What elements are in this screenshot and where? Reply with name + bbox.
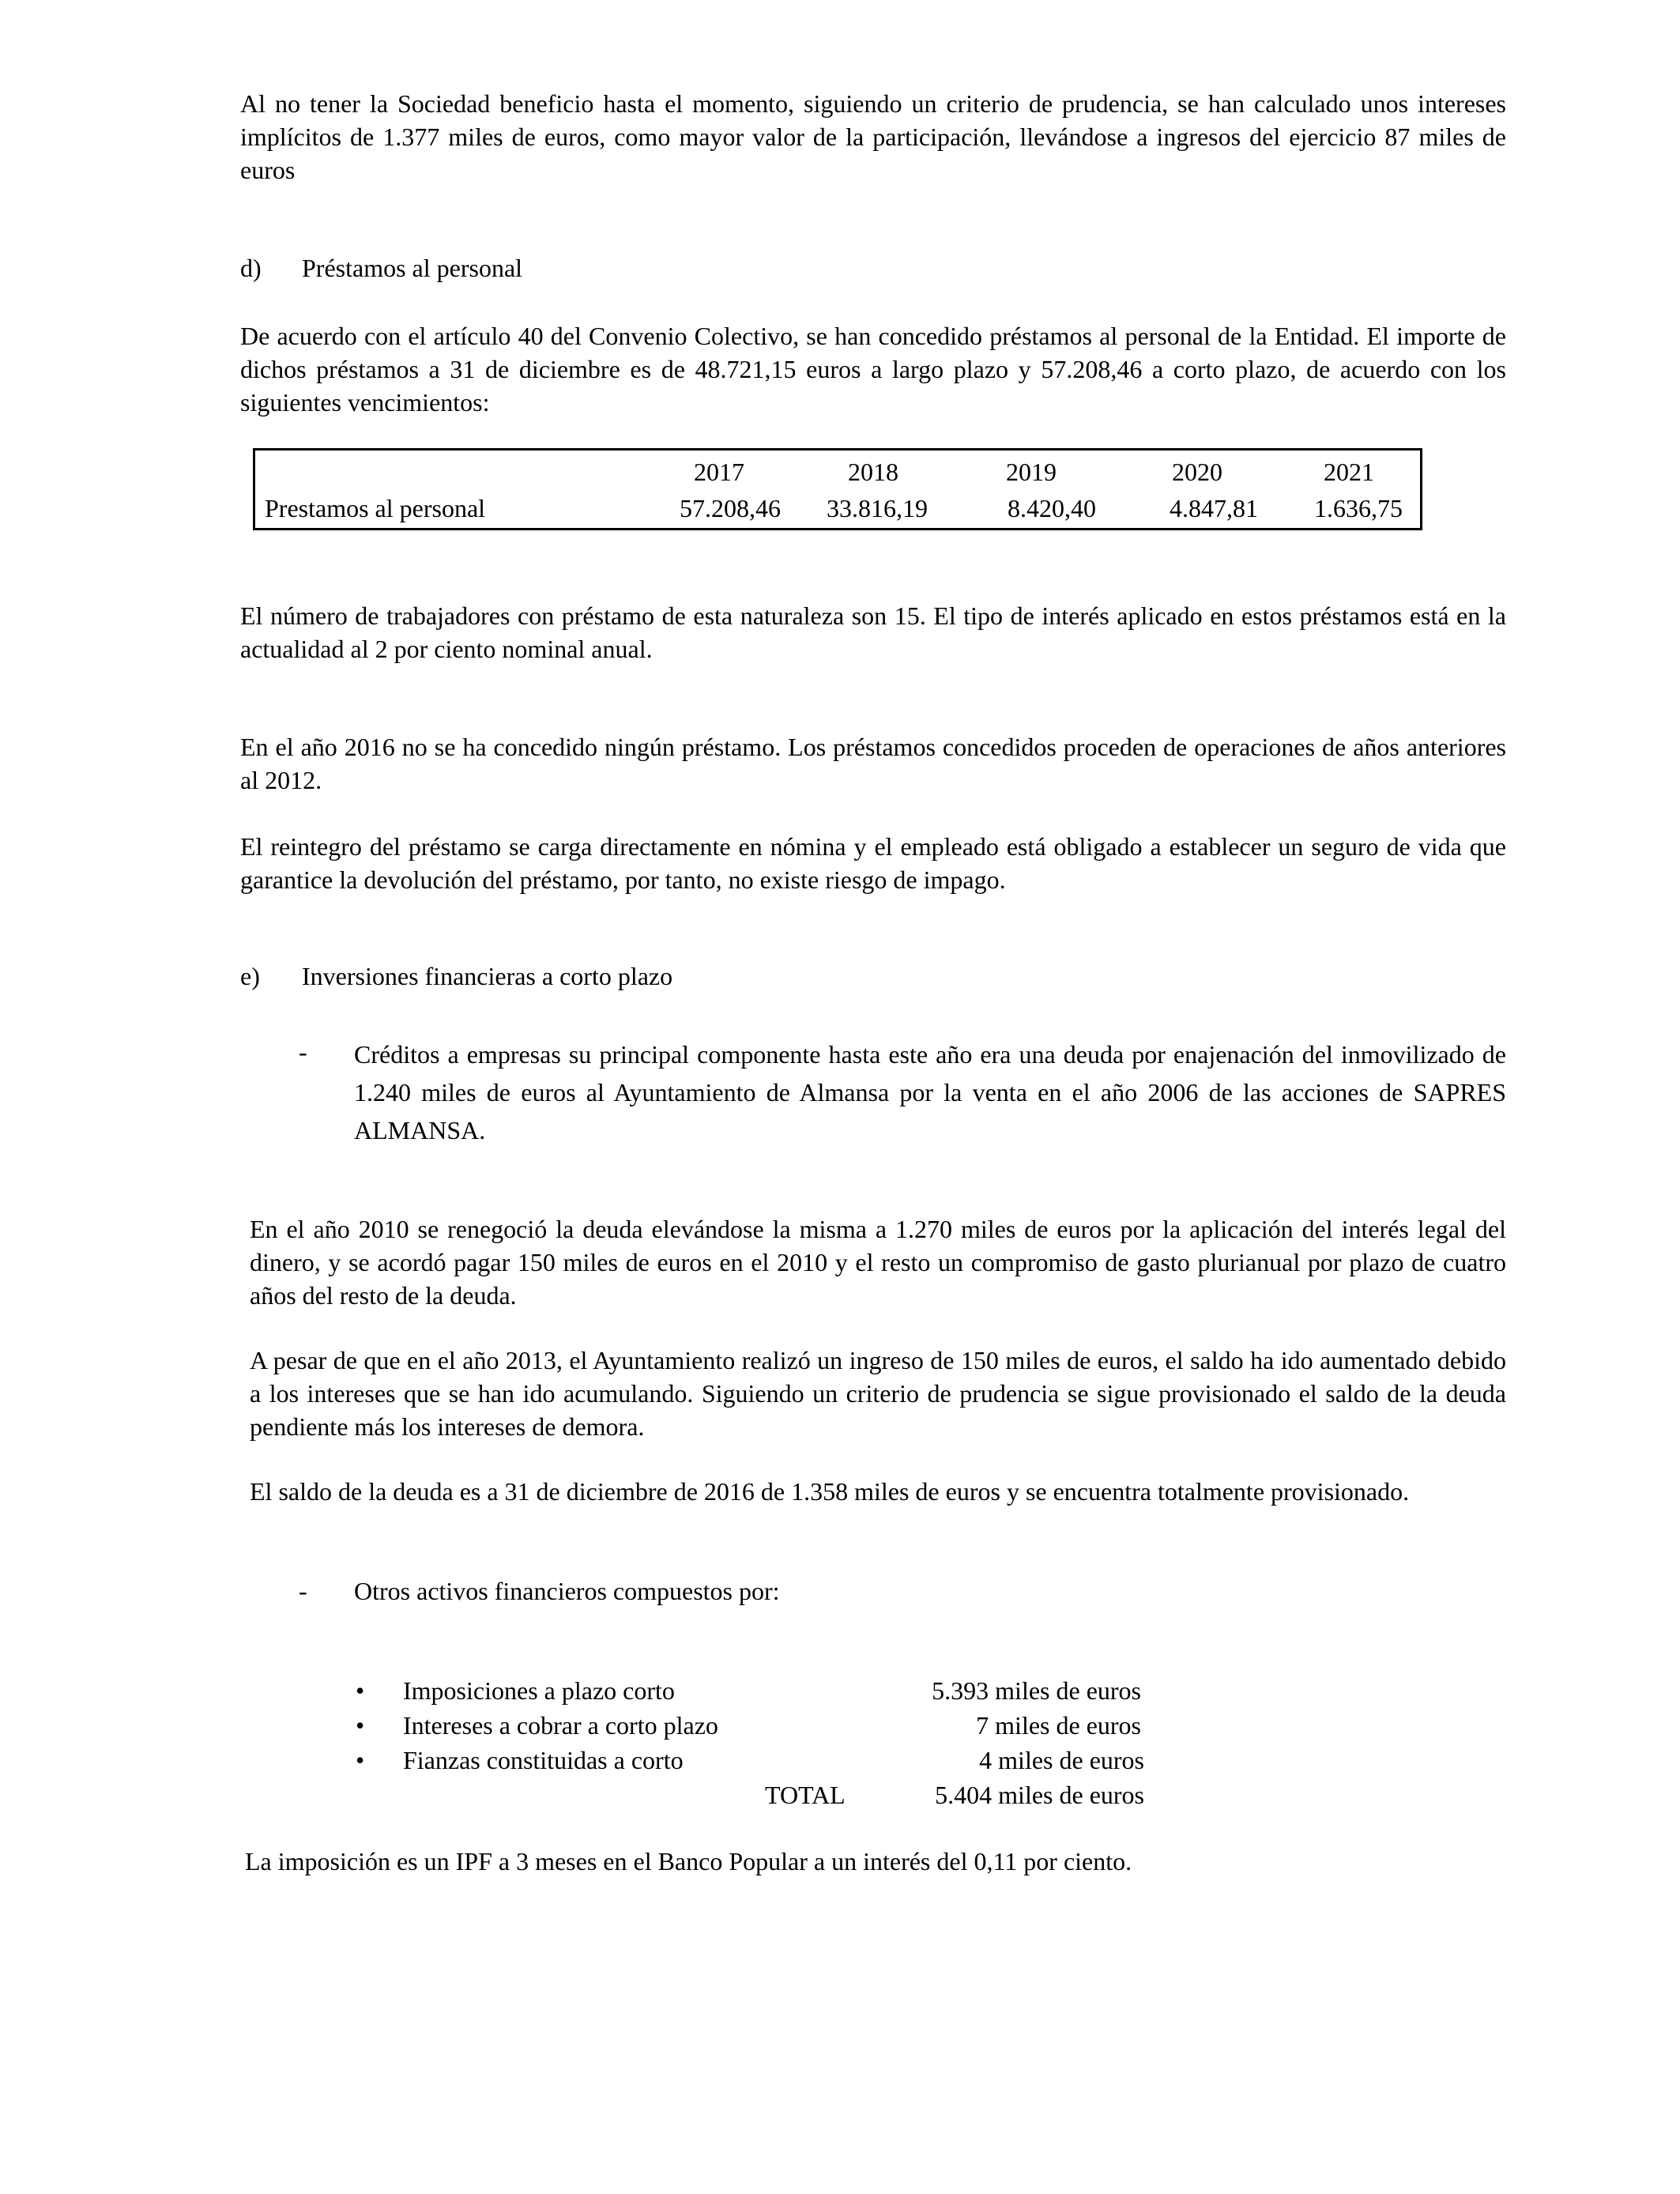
asset-label: Intereses a cobrar a corto plazo — [403, 1711, 718, 1740]
otros-text: Otros activos financieros compuestos por: — [354, 1577, 780, 1605]
asset-amount: 5.393 miles de euros — [932, 1676, 1141, 1705]
asset-item-imposiciones — [356, 1674, 1141, 1709]
year-header-2019: 2019 — [1006, 458, 1057, 486]
year-header-2020: 2020 — [1172, 458, 1222, 486]
loan-value-2021: 1.636,75 — [1314, 494, 1403, 522]
intro-paragraph: Al no tener la Sociedad beneficio hasta el momento, siguiendo un criterio de prudencia, se han calculado unos intereses implícitos de 1.377 miles de euros, como mayor valor de la participación, llevándose a ingresos del ejercicio 87 miles de euros — [240, 89, 1506, 184]
section-e-letter: e) — [240, 962, 260, 990]
section-d-heading — [240, 251, 522, 285]
workers-paragraph: El número de trabajadores con préstamo de esta naturaleza son 15. El tipo de interés aplicado en estos préstamos está en la actualidad al 2 por ciento nominal anual. — [240, 601, 1506, 663]
dash-marker: - — [299, 1038, 307, 1066]
total-amount: 5.404 miles de euros — [935, 1781, 1144, 1809]
bullet-marker: • — [356, 1676, 365, 1705]
section-e-heading — [240, 959, 672, 993]
loan-value-2018: 33.816,19 — [827, 494, 928, 522]
asset-item-fianzas — [356, 1744, 1144, 1778]
section-d-letter: d) — [240, 254, 262, 282]
asset-amount: 7 miles de euros — [976, 1711, 1141, 1740]
loan-value-2017: 57.208,46 — [680, 494, 781, 522]
pesar-paragraph: A pesar de que en el año 2013, el Ayuntamiento realizó un ingreso de 150 miles de euros, el saldo ha ido aumentado debido a los intereses que se han ido acumulando. Siguiendo un criterio de prudencia se sigue provisionado el saldo de la deuda pendiente más los intereses de demora. — [250, 1346, 1506, 1441]
creditos-list-item — [299, 1035, 1506, 1154]
asset-amount: 4 miles de euros — [979, 1746, 1144, 1774]
bullet-marker: • — [356, 1711, 365, 1740]
other-assets-list — [356, 1674, 1304, 1824]
total-label: TOTAL — [765, 1781, 846, 1809]
year-header-2018: 2018 — [848, 458, 898, 486]
year-header-2021: 2021 — [1324, 458, 1374, 486]
loan-value-2020: 4.847,81 — [1170, 494, 1258, 522]
bullet-marker: • — [356, 1746, 365, 1774]
asset-label: Imposiciones a plazo corto — [403, 1676, 675, 1705]
asset-total-row — [356, 1778, 1144, 1813]
section-d-title: Préstamos al personal — [302, 254, 523, 282]
dash-marker: - — [299, 1577, 307, 1605]
imposicion-paragraph: La imposición es un IPF a 3 meses en el Banco Popular a un interés del 0,11 por ciento. — [245, 1847, 1132, 1875]
loans-description-paragraph: De acuerdo con el artículo 40 del Convenio Colectivo, se han concedido préstamos al personal de la Entidad. El importe de dichos préstamos a 31 de diciembre es de 48.721,15 euros a largo plazo y 57.208,46 a corto plazo, de acuerdo con los siguientes vencimientos: — [240, 322, 1506, 417]
loan-value-2019: 8.420,40 — [1008, 494, 1096, 522]
asset-item-intereses — [356, 1709, 1141, 1744]
renegocio-paragraph: En el año 2010 se renegoció la deuda elevándose la misma a 1.270 miles de euros por la aplicación del interés legal del dinero, y se acordó pagar 150 miles de euros en el 2010 y el resto un compromiso de gasto plurianual por plazo de cuatro años del resto de la deuda. — [250, 1215, 1506, 1310]
reintegro-paragraph: El reintegro del préstamo se carga directamente en nómina y el empleado está obligado a establecer un seguro de vida que garantice la devolución del préstamo, por tanto, no existe riesgo de impago. — [240, 832, 1506, 894]
asset-label: Fianzas constituidas a corto — [403, 1746, 684, 1774]
creditos-text: Créditos a empresas su principal componente hasta este año era una deuda por enajenación del inmovilizado de 1.240 miles de euros al Ayuntamiento de Almansa por la venta en el año 2006 de las acciones de SAPRES ALMANSA. — [354, 1040, 1506, 1144]
section-e-title: Inversiones financieras a corto plazo — [302, 962, 673, 990]
year-2016-paragraph: En el año 2016 no se ha concedido ningún préstamo. Los préstamos concedidos proceden de operaciones de años anteriores al 2012. — [240, 733, 1506, 794]
saldo-paragraph: El saldo de la deuda es a 31 de diciembre de 2016 de 1.358 miles de euros y se encuentra totalmente provisionado. — [250, 1477, 1410, 1506]
loan-row-label: Prestamos al personal — [265, 494, 486, 522]
loan-maturities-table — [253, 448, 1422, 530]
year-header-2017: 2017 — [694, 458, 744, 486]
otros-list-item — [299, 1574, 1506, 1609]
